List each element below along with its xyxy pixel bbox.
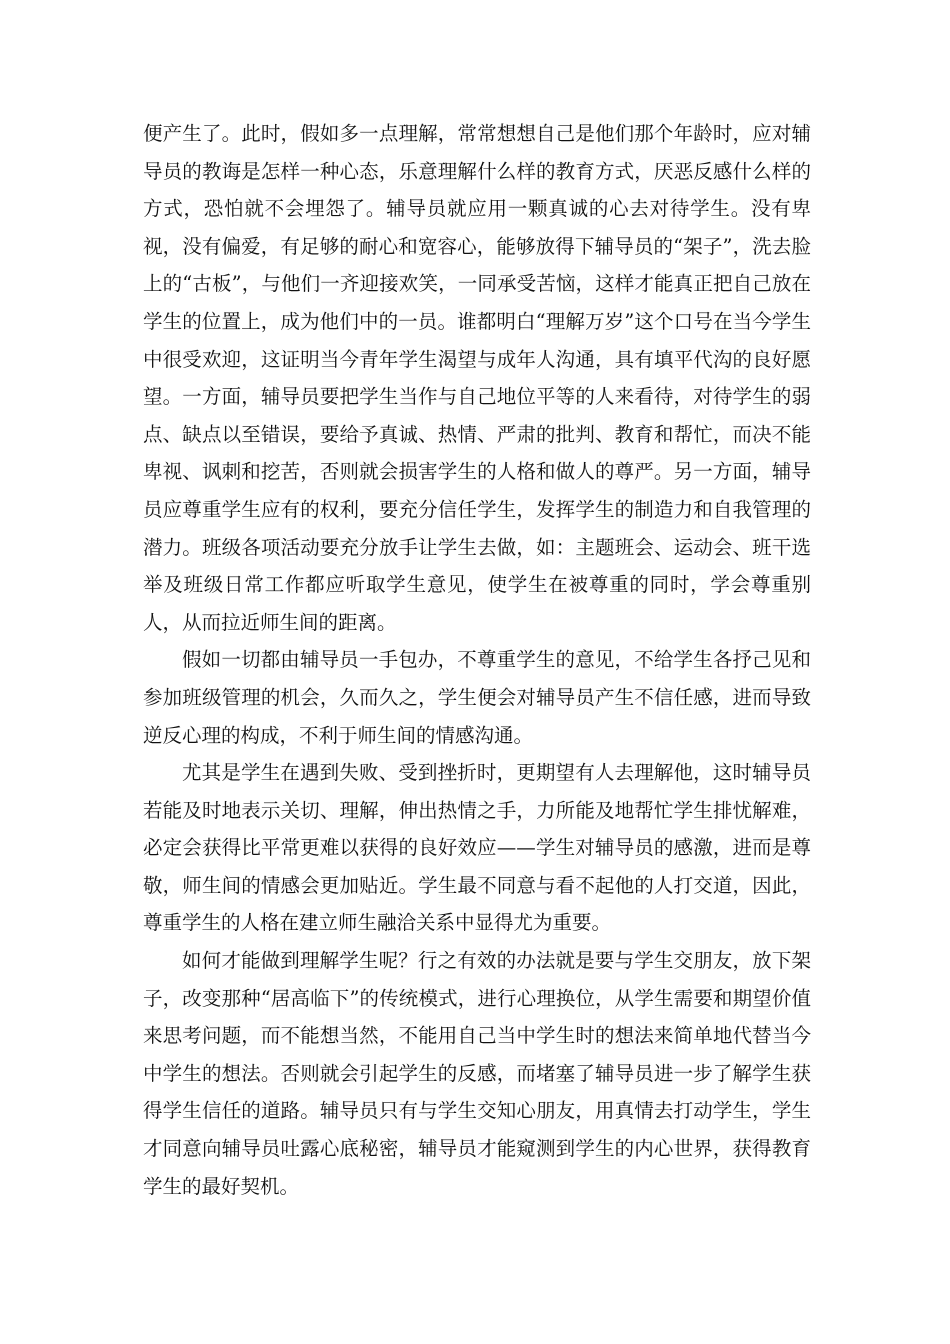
paragraph-4: 如何才能做到理解学生呢？行之有效的办法就是要与学生交朋友，放下架子，改变那种“居高临下”的传统模式，进行心理换位，从学生需要和期望价值来思考问题，而不能想当然，不能用自己当中学生时的想法来简单地代替当今中学生的想法。否则就会引起学生的反感，而堵塞了辅导员进一步了解学生获得学生信任的道路。辅导员只有与学生交知心朋友，用真情去打动学生，学生才同意向辅导员吐露心底秘密，辅导员才能窥测到学生的内心世界，获得教育学生的最好契机。 (143, 949, 811, 1198)
paragraph-2: 假如一切都由辅导员一手包办，不尊重学生的意见，不给学生各抒己见和参加班级管理的机会，久而久之，学生便会对辅导员产生不信任感，进而导致逆反心理的构成，不利于师生间的情感沟通。 (143, 648, 811, 747)
document-body (143, 115, 811, 1205)
paragraph-3: 尤其是学生在遇到失败、受到挫折时，更期望有人去理解他，这时辅导员若能及时地表示关切、理解，伸出热情之手，力所能及地帮忙学生排忧解难，必定会获得比平常更难以获得的良好效应——学生对辅导员的感激，进而是尊敬，师生间的情感会更加贴近。学生最不同意与看不起他的人打交道，因此，尊重学生的人格在建立师生融洽关系中显得尤为重要。 (143, 761, 811, 935)
paragraph-1: 便产生了。此时，假如多一点理解，常常想想自己是他们那个年龄时，应对辅导员的教诲是怎样一种心态，乐意理解什么样的教育方式，厌恶反感什么样的方式，恐怕就不会埋怨了。辅导员就应用一颗真诚的心去对待学生。没有卑视，没有偏爱，有足够的耐心和宽容心，能够放得下辅导员的“架子”，洗去脸上的“古板”，与他们一齐迎接欢笑，一同承受苦恼，这样才能真正把自己放在学生的位置上，成为他们中的一员。谁都明白“理解万岁”这个口号在当今学生中很受欢迎，这证明当今青年学生渴望与成年人沟通，具有填平代沟的良好愿望。一方面，辅导员要把学生当作与自己地位平等的人来看待，对待学生的弱点、缺点以至错误，要给予真诚、热情、严肃的批判、教育和帮忙，而决不能卑视、讽刺和挖苦，否则就会损害学生的人格和做人的尊严。另一方面，辅导员应尊重学生应有的权利，要充分信任学生，发挥学生的制造力和自我管理的潜力。班级各项活动要充分放手让学生去做，如：主题班会、运动会、班干选举及班级日常工作都应听取学生意见，使学生在被尊重的同时，学会尊重别人，从而拉近师生间的距离。 (143, 122, 811, 634)
